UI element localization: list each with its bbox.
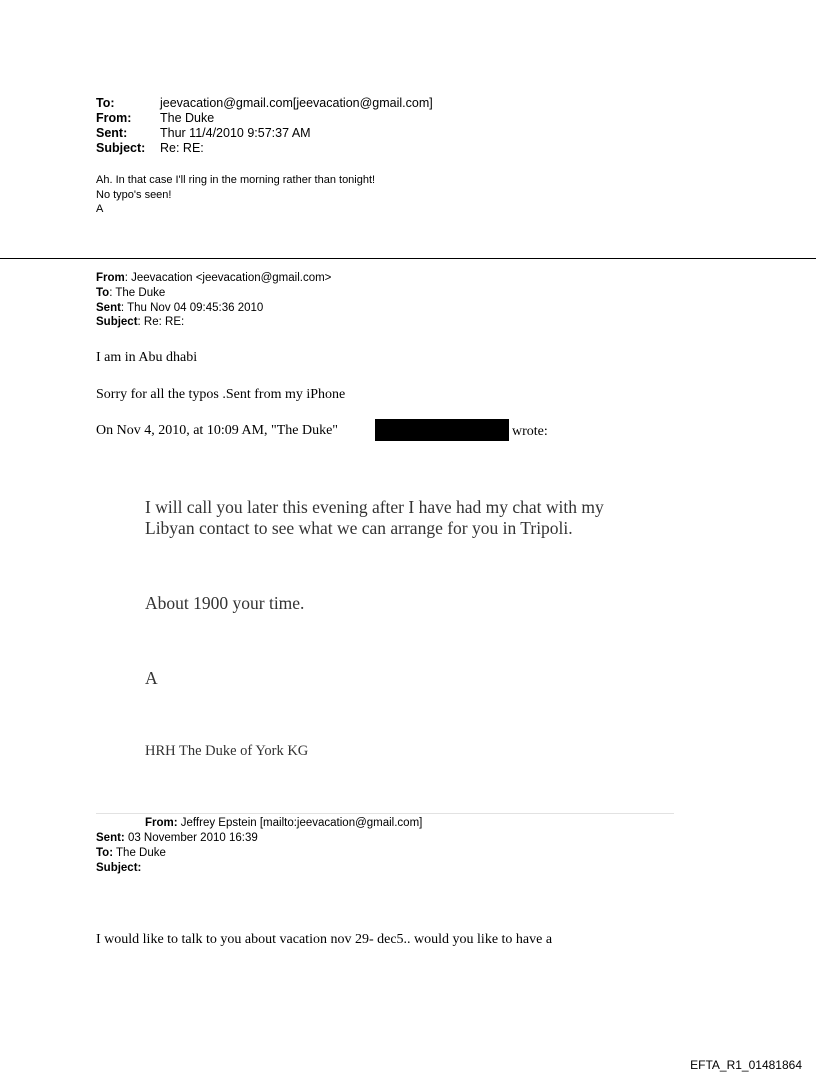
reply-line-2: Sorry for all the typos .Sent from my iPhone [96, 387, 346, 402]
original-header-from [145, 817, 422, 830]
top-body-line-1: Ah. In that case I'll ring in the morning rather than tonight! [96, 174, 376, 186]
header-label: Sent [96, 302, 121, 314]
header-value: : Thu Nov 04 09:45:36 2010 [120, 302, 264, 314]
original-body: I would like to talk to you about vacation nov 29- dec5.. would you like to have a [96, 932, 553, 947]
header-label: Subject: [96, 141, 146, 155]
separator-line [0, 258, 816, 259]
header-value: : The Duke [109, 287, 166, 299]
top-header-subject [96, 141, 204, 155]
top-body-line-3: A [96, 203, 104, 215]
original-header-sent [96, 832, 258, 845]
header-value: 03 November 2010 16:39 [124, 832, 258, 844]
reply-header-from [96, 272, 331, 285]
header-label: To: [96, 847, 114, 859]
top-header-sent [96, 126, 311, 140]
top-body-line-2: No typo's seen! [96, 189, 172, 201]
header-value: Thur 11/4/2010 9:57:37 AM [160, 126, 311, 140]
header-label: From: [145, 817, 178, 829]
quote-line-4: A [145, 668, 158, 688]
header-value: : Jeevacation <jeevacation@gmail.com> [124, 272, 332, 284]
header-value: The Duke [113, 847, 166, 859]
header-label: Sent: [96, 126, 128, 140]
original-header-subject [96, 862, 141, 875]
header-value: : Re: RE: [137, 316, 185, 328]
document-id: EFTA_R1_01481864 [690, 1058, 802, 1072]
on-wrote-suffix: wrote: [512, 424, 548, 439]
reply-header-sent [96, 302, 263, 315]
quote-line-3: About 1900 your time. [145, 593, 305, 613]
on-wrote-prefix: On Nov 4, 2010, at 10:09 AM, "The Duke" [96, 423, 339, 438]
header-value: jeevacation@gmail.com[jeevacation@gmail.com] [160, 96, 433, 110]
top-header-to [96, 96, 433, 110]
top-header-from [96, 111, 214, 125]
faint-divider [96, 813, 674, 814]
redaction-box [375, 419, 509, 441]
header-label: Subject [96, 316, 138, 328]
original-header-to [96, 847, 166, 860]
header-label: Sent: [96, 832, 125, 844]
header-value: Jeffrey Epstein [mailto:jeevacation@gmail.com] [177, 817, 423, 829]
quote-line-2: Libyan contact to see what we can arrange for you in Tripoli. [145, 518, 573, 538]
header-label: To [96, 287, 110, 299]
header-label: To: [96, 96, 115, 110]
reply-header-subject [96, 316, 184, 329]
header-label: From: [96, 111, 132, 125]
signature: HRH The Duke of York KG [145, 743, 309, 759]
header-label: Subject: [96, 862, 142, 874]
reply-line-1: I am in Abu dhabi [96, 350, 198, 365]
reply-header-to [96, 287, 165, 300]
header-value: Re: RE: [160, 141, 204, 155]
header-label: From [96, 272, 125, 284]
header-value: The Duke [160, 111, 215, 125]
quote-line-1: I will call you later this evening after I have had my chat with my [145, 497, 604, 517]
